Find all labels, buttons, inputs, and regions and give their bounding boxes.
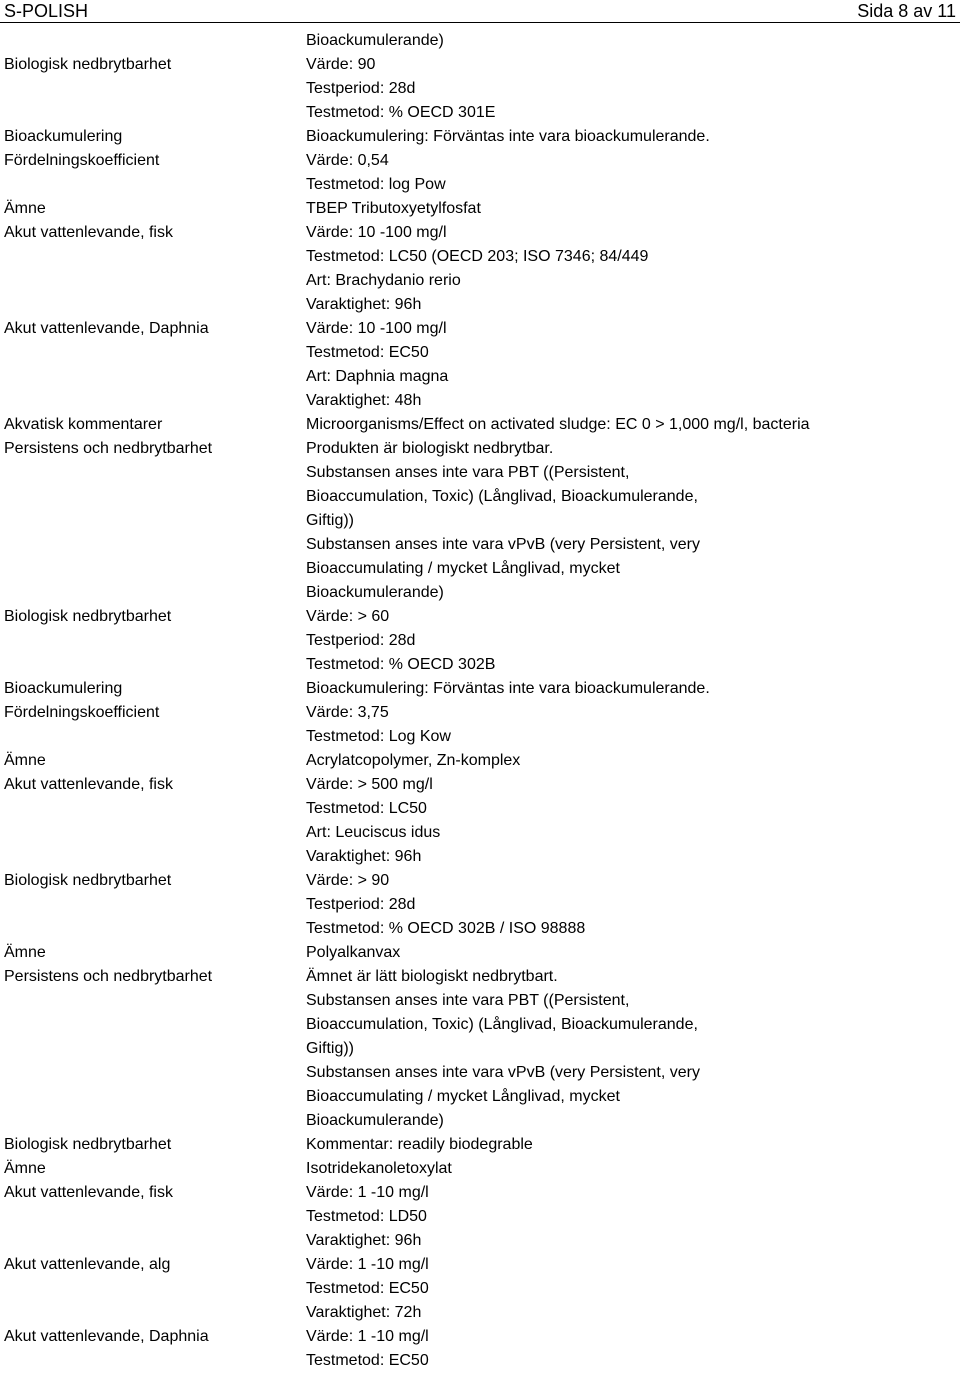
value-line: Testperiod: 28d	[306, 632, 416, 649]
value-line: Isotridekanoletoxylat	[306, 1160, 452, 1177]
table-row	[0, 197, 960, 221]
value-line: Testmetod: log Pow	[306, 176, 446, 193]
value-line: Testperiod: 28d	[306, 896, 416, 913]
table-row	[0, 413, 960, 437]
value-line: Testmetod: EC50	[306, 1280, 429, 1297]
value-line: Kommentar: readily biodegrable	[306, 1136, 533, 1153]
value-line: Värde: > 90	[306, 872, 390, 889]
value-line: Värde: 3,75	[306, 704, 389, 721]
value-line: Substansen anses inte vara PBT ((Persistent,	[306, 992, 630, 1009]
row-values	[306, 869, 960, 941]
value-line: Testmetod: EC50	[306, 1352, 429, 1369]
row-values	[306, 701, 960, 749]
property-table	[0, 29, 960, 1373]
value-line: Testmetod: % OECD 301E	[306, 104, 496, 121]
page-header	[0, 0, 960, 23]
value-line: Bioaccumulating / mycket Långlivad, mycket	[306, 560, 620, 577]
row-label	[0, 29, 306, 53]
table-row	[0, 749, 960, 773]
value-line: Produkten är biologiskt nedbrytbar.	[306, 440, 554, 457]
row-values	[306, 1181, 960, 1253]
value-line: Polyalkanvax	[306, 944, 401, 961]
value-line: Varaktighet: 96h	[306, 296, 422, 313]
value-line: Acrylatcopolymer, Zn-komplex	[306, 752, 521, 769]
table-row	[0, 941, 960, 965]
row-label: Biologisk nedbrytbarhet	[4, 872, 172, 889]
value-line: Värde: 0,54	[306, 152, 389, 169]
value-line: Testmetod: LD50	[306, 1208, 427, 1225]
row-label: Akut vattenlevande, fisk	[4, 224, 173, 241]
row-label: Bioackumulering	[4, 680, 123, 697]
table-row	[0, 1325, 960, 1373]
row-label: Akut vattenlevande, Daphnia	[4, 320, 209, 337]
value-line: Testperiod: 28d	[306, 80, 416, 97]
row-label: Biologisk nedbrytbarhet	[4, 608, 172, 625]
value-line: Varaktighet: 72h	[306, 1304, 422, 1321]
row-values	[306, 965, 960, 1133]
value-line: Värde: 10 -100 mg/l	[306, 224, 447, 241]
table-row	[0, 437, 960, 605]
row-label: Ämne	[4, 200, 46, 217]
row-values	[306, 437, 960, 605]
row-label: Ämne	[4, 1160, 46, 1177]
row-label: Akut vattenlevande, fisk	[4, 1184, 173, 1201]
value-line: Värde: 1 -10 mg/l	[306, 1184, 429, 1201]
value-line: Värde: 1 -10 mg/l	[306, 1256, 429, 1273]
row-label: Fördelningskoefficient	[4, 152, 160, 169]
row-values	[306, 941, 960, 965]
value-line: Art: Brachydanio rerio	[306, 272, 461, 289]
value-line: Microorganisms/Effect on activated sludge: EC 0 > 1,000 mg/l, bacteria	[306, 416, 810, 433]
row-values	[306, 677, 960, 701]
table-row	[0, 125, 960, 149]
table-row	[0, 869, 960, 941]
table-row	[0, 1157, 960, 1181]
table-row	[0, 1133, 960, 1157]
value-line: Substansen anses inte vara PBT ((Persistent,	[306, 464, 630, 481]
value-line: TBEP Tributoxyetylfosfat	[306, 200, 481, 217]
value-line: Testmetod: LC50	[306, 800, 427, 817]
value-line: Bioackumulering: Förväntas inte vara bioackumulerande.	[306, 680, 710, 697]
value-line: Värde: 1 -10 mg/l	[306, 1328, 429, 1345]
document-title: S-POLISH	[4, 1, 89, 21]
row-values	[306, 221, 960, 317]
table-row	[0, 53, 960, 125]
row-label: Persistens och nedbrytbarhet	[4, 968, 213, 985]
value-line: Bioaccumulation, Toxic) (Långlivad, Bioackumulerande,	[306, 1016, 698, 1033]
row-values	[306, 317, 960, 413]
value-line: Substansen anses inte vara vPvB (very Persistent, very	[306, 536, 700, 553]
row-values	[306, 197, 960, 221]
row-values	[306, 1253, 960, 1325]
row-label: Bioackumulering	[4, 128, 123, 145]
table-row	[0, 605, 960, 677]
value-line: Värde: 90	[306, 56, 376, 73]
row-label: Fördelningskoefficient	[4, 704, 160, 721]
table-row	[0, 677, 960, 701]
row-label: Ämne	[4, 944, 46, 961]
value-line: Bioaccumulating / mycket Långlivad, mycket	[306, 1088, 620, 1105]
value-line: Giftig))	[306, 1040, 354, 1057]
value-line: Bioackumulerande)	[306, 584, 444, 601]
value-line: Giftig))	[306, 512, 354, 529]
row-label: Akut vattenlevande, alg	[4, 1256, 171, 1273]
value-line: Art: Leuciscus idus	[306, 824, 441, 841]
table-row	[0, 701, 960, 749]
row-values	[306, 605, 960, 677]
value-line: Ämnet är lätt biologiskt nedbrytbart.	[306, 968, 558, 985]
row-label: Biologisk nedbrytbarhet	[4, 1136, 172, 1153]
value-line: Art: Daphnia magna	[306, 368, 449, 385]
value-line: Testmetod: Log Kow	[306, 728, 451, 745]
table-row	[0, 29, 960, 53]
row-label: Ämne	[4, 752, 46, 769]
value-line: Varaktighet: 96h	[306, 848, 422, 865]
row-values	[306, 29, 960, 53]
table-row	[0, 965, 960, 1133]
row-values	[306, 1157, 960, 1181]
value-line: Testmetod: % OECD 302B	[306, 656, 496, 673]
value-line: Varaktighet: 96h	[306, 1232, 422, 1249]
row-label: Akut vattenlevande, Daphnia	[4, 1328, 209, 1345]
value-line: Bioackumulerande)	[306, 1112, 444, 1129]
row-values	[306, 53, 960, 125]
value-line: Värde: > 500 mg/l	[306, 776, 433, 793]
row-label: Persistens och nedbrytbarhet	[4, 440, 213, 457]
table-row	[0, 317, 960, 413]
value-line: Testmetod: EC50	[306, 344, 429, 361]
value-line: Värde: 10 -100 mg/l	[306, 320, 447, 337]
value-line: Testmetod: % OECD 302B / ISO 98888	[306, 920, 586, 937]
table-row	[0, 149, 960, 197]
table-row	[0, 221, 960, 317]
value-line: Varaktighet: 48h	[306, 392, 422, 409]
row-label: Akvatisk kommentarer	[4, 416, 163, 433]
value-line: Bioaccumulation, Toxic) (Långlivad, Bioackumulerande,	[306, 488, 698, 505]
value-line: Substansen anses inte vara vPvB (very Persistent, very	[306, 1064, 700, 1081]
row-label: Akut vattenlevande, fisk	[4, 776, 173, 793]
table-row	[0, 773, 960, 869]
row-values	[306, 413, 960, 437]
row-values	[306, 749, 960, 773]
value-line: Bioackumulerande)	[306, 32, 444, 49]
row-values	[306, 149, 960, 197]
value-line: Bioackumulering: Förväntas inte vara bioackumulerande.	[306, 128, 710, 145]
row-values	[306, 125, 960, 149]
row-label: Biologisk nedbrytbarhet	[4, 56, 172, 73]
row-values	[306, 1133, 960, 1157]
value-line: Värde: > 60	[306, 608, 390, 625]
value-line: Testmetod: LC50 (OECD 203; ISO 7346; 84/449	[306, 248, 649, 265]
row-values	[306, 773, 960, 869]
table-row	[0, 1253, 960, 1325]
row-values	[306, 1325, 960, 1373]
page-number: Sida 8 av 11	[857, 1, 956, 21]
table-row	[0, 1181, 960, 1253]
